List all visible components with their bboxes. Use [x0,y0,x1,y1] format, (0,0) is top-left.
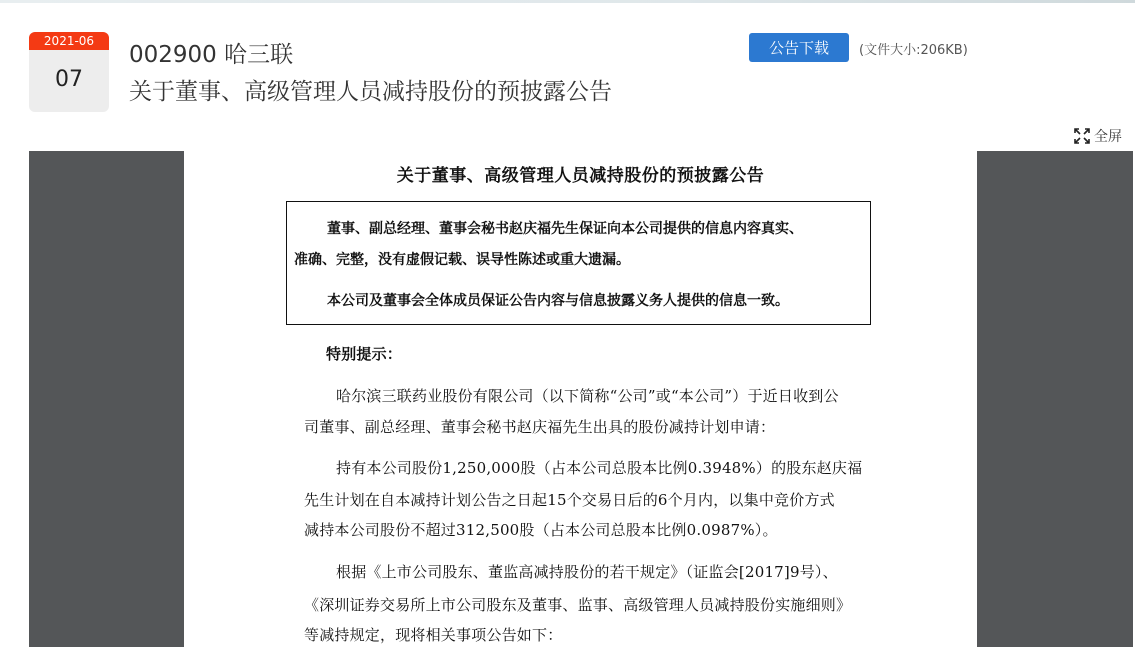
paragraph-line: 根据《上市公司股东、董监高减持股份的若干规定》（证监会[2017]9号）、 [336,563,838,581]
file-size-label: (文件大小:206KB) [859,43,968,58]
paragraph-line: 司董事、副总经理、董事会秘书赵庆福先生出具的股份减持计划申请： [304,418,776,436]
paragraph-line: 减持本公司股份不超过312,500股（占本公司总股本比例0.0987%）。 [304,521,778,539]
stock-code-name: 002900 哈三联 [129,42,294,68]
download-button[interactable]: 公告下载 [749,33,849,62]
pdf-page [184,151,977,647]
paragraph-line: 等减持规定，现将相关事项公告如下： [304,626,563,644]
special-notice-heading: 特别提示： [326,345,403,363]
paragraph-line: 持有本公司股份1,250,000股（占本公司总股本比例0.3948%）的股东赵庆福 [336,459,863,477]
date-badge [29,32,109,112]
date-day: 07 [55,67,83,92]
paragraph-line: 哈尔滨三联药业股份有限公司（以下简称“公司”或“本公司”）于近日收到公 [336,387,839,405]
fullscreen-label: 全屏 [1094,129,1122,145]
document-title: 关于董事、高级管理人员减持股份的预披露公告 [396,166,765,186]
date-year-month: 2021-06 [29,32,109,50]
statement-line: 准确、完整，没有虚假记载、误导性陈述或重大遗漏。 [294,252,630,268]
announcement-title: 关于董事、高级管理人员减持股份的预披露公告 [129,79,612,105]
pdf-viewer[interactable] [29,151,1133,647]
top-strip [0,0,1135,3]
fullscreen-button[interactable] [1074,126,1122,146]
paragraph-line: 《深圳证券交易所上市公司股东及董事、监事、高级管理人员减持股份实施细则》 [304,596,852,614]
expand-arrows-icon [1074,128,1090,144]
statement-line: 董事、副总经理、董事会秘书赵庆福先生保证向本公司提供的信息内容真实、 [327,221,803,237]
paragraph-line: 先生计划在自本减持计划公告之日起15个交易日后的6个月内，以集中竞价方式 [304,491,835,509]
statement-box [286,201,871,325]
statement-line: 本公司及董事会全体成员保证公告内容与信息披露义务人提供的信息一致。 [327,293,789,309]
